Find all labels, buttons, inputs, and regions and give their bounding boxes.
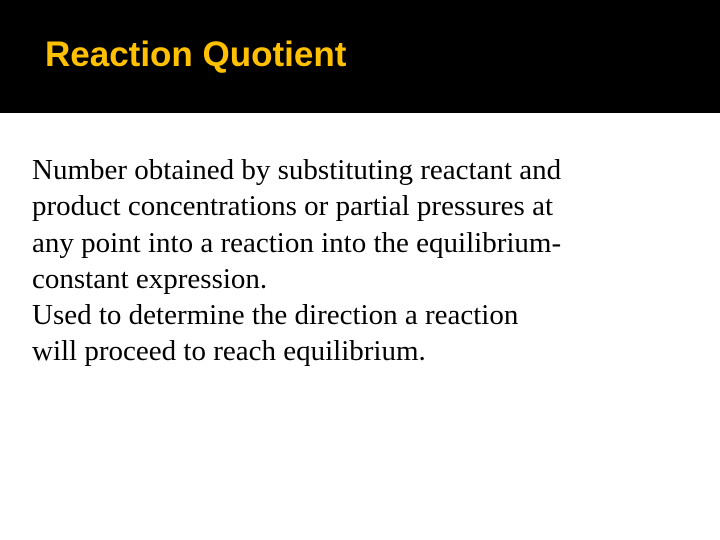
slide-body: [32, 152, 702, 370]
body-line-2: product concentrations or partial pressures at: [32, 190, 554, 223]
body-line-6: will proceed to reach equilibrium.: [32, 335, 426, 368]
slide-title: Reaction Quotient: [45, 35, 347, 74]
title-bar: [0, 0, 720, 113]
body-line-5: Used to determine the direction a reaction: [32, 299, 519, 332]
body-line-3: any point into a reaction into the equilibrium-: [32, 226, 562, 259]
body-line-1: Number obtained by substituting reactant and: [32, 154, 562, 186]
body-line-4: constant expression.: [32, 262, 268, 295]
